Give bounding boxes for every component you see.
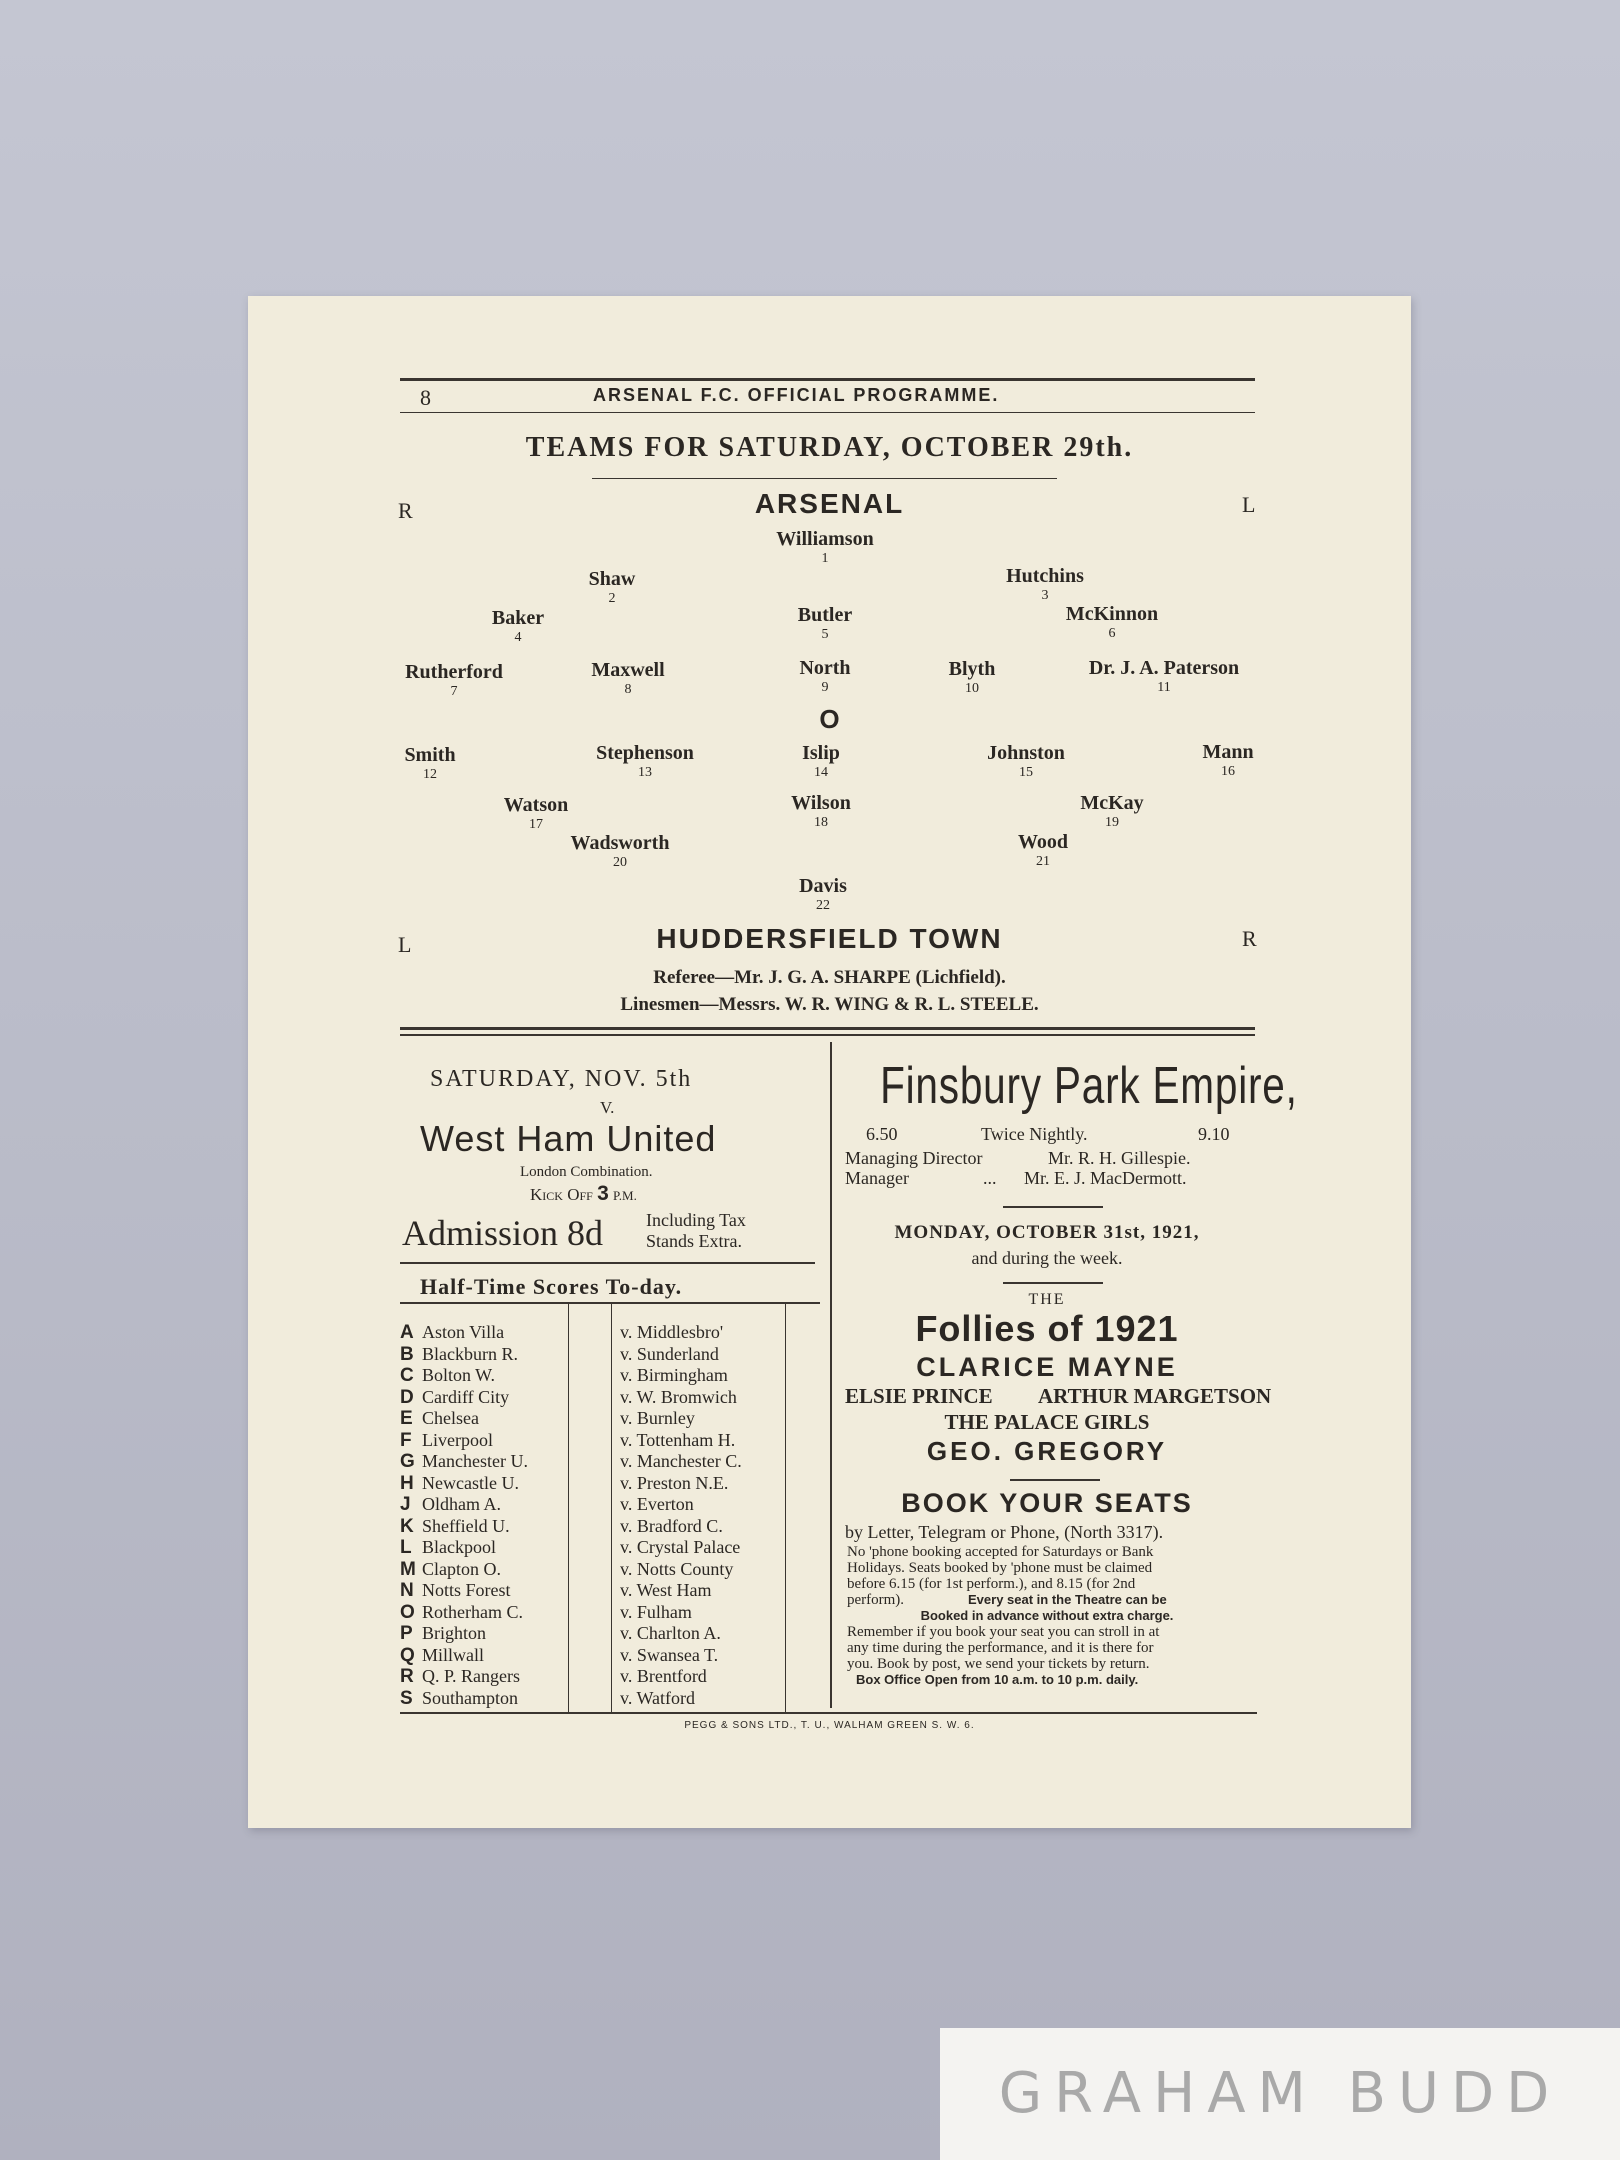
- half-time-away-team: v. Tottenham H.: [620, 1429, 736, 1450]
- half-time-letter: K: [400, 1515, 414, 1537]
- player-1: [715, 528, 935, 567]
- half-time-away-team: v. Bradford C.: [620, 1515, 723, 1536]
- teams-divider-o: O: [819, 704, 840, 734]
- half-time-home-team: Millwall: [422, 1644, 484, 1665]
- half-time-letter: E: [400, 1408, 413, 1429]
- player-8: [518, 659, 738, 698]
- half-time-letter: B: [400, 1343, 414, 1365]
- half-time-col-line-2: [611, 1302, 612, 1714]
- player-10: [862, 658, 1082, 697]
- half-time-letter: C: [400, 1365, 414, 1386]
- side-marker-top-left: R: [398, 498, 413, 523]
- half-time-letter: P: [400, 1623, 413, 1644]
- half-time-away-team: v. Notts County: [620, 1558, 734, 1579]
- booking-fine-print-3: before 6.15 (for 1st perform.), and 8.15 (for 2nd: [847, 1576, 1136, 1592]
- player-number: 5: [821, 627, 829, 642]
- half-time-home-team: Q. P. Rangers: [422, 1666, 520, 1686]
- half-time-home-team: Clapton O.: [422, 1558, 501, 1579]
- player-name: Johnston: [987, 742, 1065, 764]
- half-time-home-team: Aston Villa: [422, 1322, 505, 1342]
- player-15: [916, 742, 1136, 781]
- half-time-home-row: [400, 1322, 504, 1344]
- player-20: [510, 832, 730, 871]
- manager-dots: ...: [983, 1168, 997, 1188]
- player-name: Mann: [1202, 741, 1254, 763]
- half-time-home-row: [400, 1473, 519, 1495]
- half-time-rule-bottom: [400, 1302, 820, 1304]
- player-14: [711, 742, 931, 781]
- manager-name: Mr. E. J. MacDermott.: [1024, 1168, 1187, 1188]
- programme-page: [248, 296, 1411, 1828]
- half-time-letter: G: [400, 1451, 415, 1472]
- player-name: Smith: [404, 744, 456, 766]
- half-time-home-team: Sheffield U.: [422, 1515, 510, 1536]
- teams-heading: TEAMS FOR SATURDAY, OCTOBER 29th.: [525, 432, 1134, 463]
- linesmen-line: Linesmen—Messrs. W. R. WING & R. L. STEELE.: [620, 994, 1039, 1015]
- player-11: [1054, 657, 1274, 696]
- page-number: 8: [420, 385, 431, 410]
- half-time-home-row: [400, 1451, 528, 1473]
- half-time-letter: D: [400, 1386, 414, 1408]
- half-time-home-row: [400, 1516, 510, 1538]
- player-name: Watson: [503, 794, 569, 816]
- half-time-away-team: v. West Ham: [620, 1580, 712, 1600]
- player-name: Davis: [799, 875, 847, 897]
- half-time-away-team: v. Brentford: [620, 1666, 707, 1686]
- half-time-home-team: Blackburn R.: [422, 1343, 518, 1364]
- half-time-letter: H: [400, 1472, 414, 1494]
- player-17: [426, 794, 646, 833]
- theatre-rule-2: [1003, 1282, 1103, 1284]
- player-number: 3: [1041, 588, 1049, 603]
- player-number: 1: [821, 551, 829, 566]
- header-rule-bottom: [400, 412, 1255, 413]
- half-time-away-team: v. W. Bromwich: [620, 1386, 737, 1407]
- teams-heading-rule: [592, 478, 1057, 479]
- referee-line: Referee—Mr. J. G. A. SHARPE (Lichfield).: [653, 967, 1006, 988]
- half-time-home-team: Southampton: [422, 1687, 519, 1708]
- player-name: Baker: [491, 607, 545, 629]
- manager-label: Manager: [845, 1168, 909, 1188]
- side-marker-bottom-right: R: [1242, 926, 1257, 951]
- star-arthur-margetson: ARTHUR MARGETSON: [1038, 1384, 1272, 1408]
- managing-director-name: Mr. R. H. Gillespie.: [1048, 1148, 1191, 1168]
- theatre-during-week: and during the week.: [971, 1248, 1123, 1268]
- away-team-name: HUDDERSFIELD TOWN: [656, 923, 1003, 954]
- admission-note-1: Including Tax: [646, 1210, 746, 1230]
- star-elsie-prince: ELSIE PRINCE: [845, 1384, 993, 1408]
- player-name: McKinnon: [1065, 603, 1159, 625]
- theatre-rule-3: [1010, 1479, 1100, 1481]
- half-time-home-row: [400, 1408, 479, 1430]
- half-time-home-team: Blackpool: [422, 1537, 496, 1557]
- player-number: 20: [613, 855, 627, 870]
- player-5: [715, 604, 935, 643]
- player-number: 6: [1108, 626, 1116, 641]
- player-12: [320, 744, 540, 783]
- player-number: 15: [1019, 765, 1033, 780]
- next-match-opponent: West Ham United: [420, 1118, 717, 1159]
- half-time-letter: O: [400, 1601, 415, 1623]
- player-number: 17: [529, 817, 543, 832]
- half-time-home-team: Newcastle U.: [422, 1472, 519, 1493]
- theatre-date: MONDAY, OCTOBER 31st, 1921,: [894, 1222, 1200, 1243]
- booking-fine-print-4: perform).: [847, 1592, 905, 1608]
- half-time-away-team: v. Watford: [620, 1687, 696, 1708]
- programme-title: ARSENAL F.C. OFFICIAL PROGRAMME.: [593, 385, 1000, 405]
- half-time-letter: F: [400, 1429, 412, 1451]
- half-time-title: Half-Time Scores To-day.: [420, 1274, 683, 1299]
- player-number: 2: [608, 591, 616, 606]
- section-rule-2: [400, 1034, 1255, 1036]
- half-time-away-team: v. Charlton A.: [620, 1623, 721, 1643]
- player-name: North: [799, 657, 851, 679]
- player-number: 8: [624, 682, 632, 697]
- player-name: Wadsworth: [570, 832, 670, 854]
- next-match-competition: London Combination.: [520, 1164, 653, 1180]
- player-name: Wilson: [791, 792, 851, 814]
- player-name: Rutherford: [405, 661, 503, 683]
- half-time-letter: R: [400, 1666, 414, 1687]
- theatre-time-1: 6.50: [866, 1124, 898, 1144]
- book-your-seats: BOOK YOUR SEATS: [901, 1488, 1193, 1518]
- footer-rule: [400, 1712, 1257, 1714]
- next-match-versus: V.: [600, 1098, 615, 1117]
- half-time-col-line-1: [568, 1302, 569, 1714]
- booking-fine-print-5: Booked in advance without extra charge.: [920, 1608, 1174, 1623]
- player-name: Williamson: [776, 528, 874, 550]
- half-time-home-team: Cardiff City: [422, 1386, 510, 1407]
- player-18: [711, 792, 931, 831]
- half-time-home-row: [400, 1365, 495, 1387]
- star-clarice-mayne: CLARICE MAYNE: [916, 1352, 1178, 1382]
- player-number: 10: [965, 681, 979, 696]
- half-time-home-team: Rotherham C.: [422, 1601, 523, 1622]
- next-match-kickoff: Kick Off 3 P.M.: [530, 1182, 637, 1205]
- theatre-rule-1: [1003, 1206, 1103, 1208]
- half-time-rule-top: [400, 1262, 815, 1264]
- show-the: THE: [1028, 1291, 1066, 1308]
- star-geo-gregory: GEO. GREGORY: [926, 1436, 1168, 1466]
- player-name: Stephenson: [596, 742, 694, 764]
- booking-fine-print-1: No 'phone booking accepted for Saturdays or Bank: [847, 1544, 1154, 1560]
- player-number: 19: [1105, 815, 1119, 830]
- player-name: Blyth: [948, 658, 996, 680]
- player-number: 4: [514, 630, 522, 645]
- player-name: Shaw: [588, 568, 636, 590]
- admission-note-2: Stands Extra.: [646, 1231, 742, 1251]
- player-2: [502, 568, 722, 607]
- player-number: 21: [1036, 854, 1050, 869]
- half-time-letter: A: [400, 1322, 414, 1343]
- player-name: Hutchins: [1006, 565, 1084, 587]
- player-number: 18: [814, 815, 828, 830]
- half-time-home-row: [400, 1688, 518, 1710]
- half-time-away-team: v. Swansea T.: [620, 1644, 719, 1665]
- half-time-home-row: [400, 1623, 486, 1645]
- booking-fine-print-4b: Every seat in the Theatre can be: [968, 1592, 1167, 1607]
- booking-methods: by Letter, Telegram or Phone, (North 3317).: [845, 1522, 1164, 1542]
- half-time-home-row: [400, 1645, 484, 1667]
- half-time-away-team: v. Preston N.E.: [620, 1472, 729, 1493]
- half-time-home-team: Bolton W.: [422, 1365, 496, 1385]
- player-3: [935, 565, 1155, 604]
- player-name: McKay: [1080, 792, 1144, 814]
- half-time-away-team: v. Birmingham: [620, 1365, 728, 1385]
- player-name: Butler: [797, 604, 853, 626]
- section-rule-1: [400, 1027, 1255, 1030]
- player-name: Maxwell: [591, 659, 665, 681]
- half-time-home-team: Manchester U.: [422, 1451, 528, 1471]
- half-time-letter: J: [400, 1494, 411, 1515]
- player-19: [1002, 792, 1222, 831]
- half-time-away-team: v. Middlesbro': [620, 1322, 724, 1342]
- half-time-home-row: [400, 1387, 509, 1409]
- header-rule-top: [400, 378, 1255, 381]
- half-time-home-team: Chelsea: [422, 1408, 479, 1428]
- half-time-letter: M: [400, 1558, 416, 1580]
- half-time-away-team: v. Fulham: [620, 1601, 692, 1622]
- booking-fine-print-2: Holidays. Seats booked by 'phone must be claimed: [847, 1560, 1153, 1576]
- half-time-away-team: v. Everton: [620, 1494, 694, 1514]
- half-time-home-row: [400, 1580, 511, 1602]
- half-time-home-row: [400, 1602, 523, 1624]
- half-time-home-team: Notts Forest: [422, 1580, 511, 1600]
- half-time-home-row: [400, 1344, 518, 1366]
- half-time-letter: L: [400, 1537, 412, 1558]
- half-time-home-row: [400, 1430, 493, 1452]
- player-number: 9: [821, 680, 829, 695]
- half-time-home-row: [400, 1494, 501, 1516]
- player-4: [408, 607, 628, 646]
- player-number: 13: [638, 765, 652, 780]
- player-21: [933, 831, 1153, 870]
- half-time-away-team: v. Burnley: [620, 1408, 695, 1428]
- player-number: 14: [814, 765, 828, 780]
- side-marker-bottom-left: L: [398, 932, 412, 957]
- watermark-banner: GRAHAM BUDD: [940, 2028, 1620, 2160]
- half-time-away-team: v. Crystal Palace: [620, 1537, 741, 1557]
- booking-fine-print-6: Remember if you book your seat you can stroll in at: [847, 1624, 1160, 1640]
- player-name: Wood: [1017, 831, 1069, 853]
- managing-director-label: Managing Director: [845, 1148, 983, 1168]
- half-time-home-team: Brighton: [422, 1623, 487, 1643]
- booking-fine-print-7: any time during the performance, and it is there for: [847, 1640, 1154, 1656]
- half-time-away-team: v. Manchester C.: [620, 1451, 742, 1471]
- side-marker-top-right: L: [1242, 492, 1256, 517]
- player-name: Islip: [802, 742, 840, 764]
- star-palace-girls: THE PALACE GIRLS: [944, 1410, 1150, 1434]
- theatre-twice-nightly: Twice Nightly.: [981, 1124, 1088, 1144]
- half-time-away-team: v. Sunderland: [620, 1343, 719, 1364]
- player-number: 12: [423, 767, 437, 782]
- player-number: 22: [816, 898, 830, 913]
- printer-credit: PEGG & SONS LTD., T. U., WALHAM GREEN S. W. 6.: [684, 1720, 975, 1731]
- player-number: 16: [1221, 764, 1235, 779]
- player-number: 11: [1157, 680, 1171, 695]
- half-time-col-line-3: [785, 1302, 786, 1714]
- half-time-home-team: Oldham A.: [422, 1494, 501, 1514]
- box-office-hours: Box Office Open from 10 a.m. to 10 p.m. daily.: [856, 1672, 1139, 1687]
- admission-price: Admission 8d: [402, 1213, 604, 1253]
- half-time-home-row: [400, 1559, 501, 1581]
- theatre-name: Finsbury Park Empire,: [880, 1057, 1298, 1115]
- half-time-home-row: [400, 1537, 496, 1559]
- player-16: [1118, 741, 1338, 780]
- home-team-name: ARSENAL: [754, 488, 905, 519]
- player-number: 7: [450, 684, 458, 699]
- player-name: Dr. J. A. Paterson: [1088, 657, 1240, 679]
- half-time-letter: S: [400, 1687, 413, 1709]
- half-time-home-row: [400, 1666, 520, 1688]
- next-match-date: SATURDAY, NOV. 5th: [430, 1066, 693, 1092]
- half-time-home-team: Liverpool: [422, 1429, 493, 1450]
- player-22: [713, 875, 933, 914]
- half-time-letter: Q: [400, 1644, 415, 1666]
- booking-fine-print-8: you. Book by post, we send your tickets by return.: [847, 1656, 1150, 1672]
- show-title: Follies of 1921: [915, 1308, 1179, 1349]
- theatre-time-2: 9.10: [1198, 1124, 1230, 1144]
- half-time-letter: N: [400, 1580, 414, 1601]
- player-6: [1002, 603, 1222, 642]
- column-divider: [830, 1042, 832, 1708]
